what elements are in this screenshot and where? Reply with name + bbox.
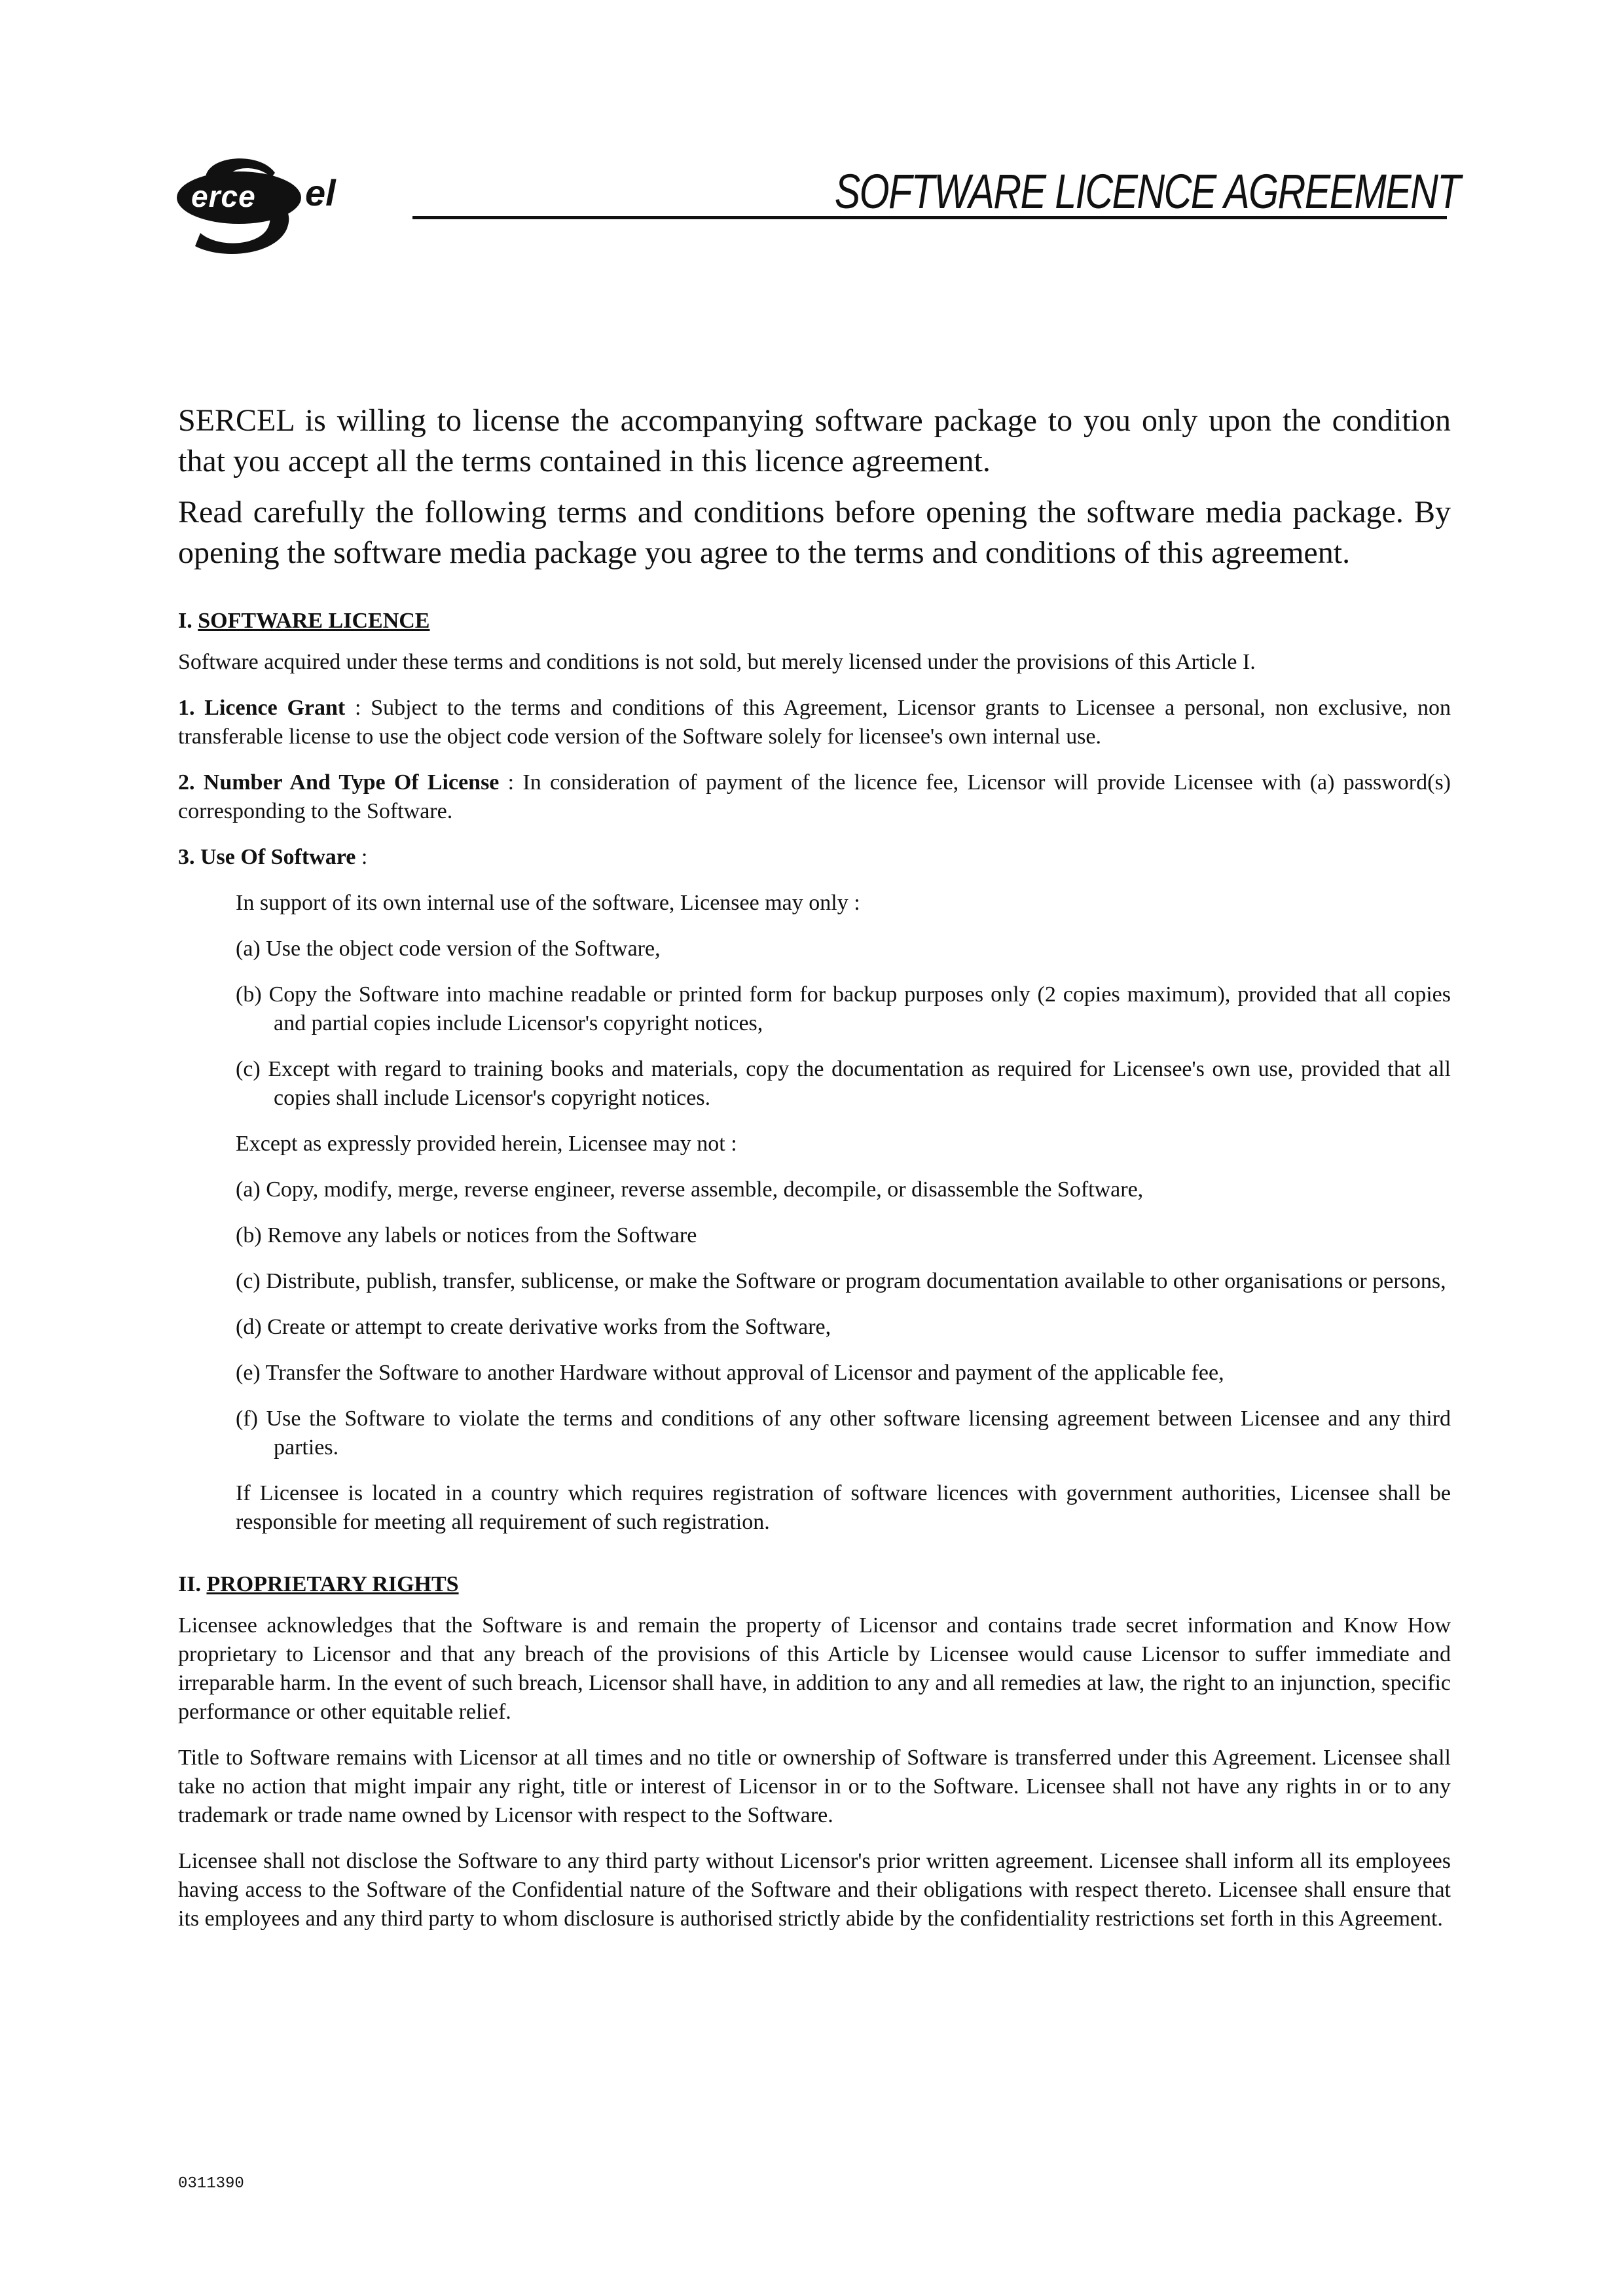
sercel-logo (177, 151, 412, 255)
clause-text: : In consideration of payment of the licence fee, Licensor will provide Licensee with (a) password(s) corresponding to the Software. (178, 770, 1451, 823)
number-type-paragraph (178, 768, 1451, 826)
list-item: (a) Use the object code version of the Software, (236, 937, 661, 961)
list-item: (e) Transfer the Software to another Hardware without approval of Licensor and payment of the applicable fee, (236, 1361, 1224, 1385)
document-code: 0311390 (178, 2175, 244, 2193)
list-item: (a) Copy, modify, merge, reverse engineer, reverse assemble, decompile, or disassemble the Software, (236, 1177, 1144, 1202)
document-title: SOFTWARE LICENCE AGREEMENT (834, 164, 1460, 219)
clause-label: 2. Number And Type Of License (178, 770, 500, 795)
clause-text: : (356, 845, 368, 869)
paragraph: Title to Software remains with Licensor at all times and no title or ownership of Software is transferred under this Agreement. Licensee shall take no action that might impair any right, title or interest of Licensor in or to the Software. Licensee shall not have any rights in or to any trademark or trade name owned by Licensor with respect to the Software. (178, 1746, 1451, 1827)
section-number: II. (178, 1572, 201, 1596)
list-intro: In support of its own internal use of the software, Licensee may only : (236, 891, 860, 915)
licence-grant-paragraph (178, 694, 1451, 751)
paragraph: Licensee acknowledges that the Software is and remain the property of Licensor and contains trade secret information and Know How proprietary to Licensor and that any breach of the provisions of this Article by Licensee would cause Licensor to suffer immediate and irreparable harm. In the event of such breach, Licensor shall have, in addition to any and all remedies at law, the right to an injunction, specific performance or other equitable relief. (178, 1613, 1451, 1724)
list-intro: Except as expressly provided herein, Licensee may not : (236, 1132, 737, 1156)
svg-text:erce: erce (191, 179, 256, 213)
list-item: (b) Copy the Software into machine readable or printed form for backup purposes only (2 copies maximum), provided that all copies and partial copies include Licensor's copyright notices, (236, 982, 1451, 1035)
list-item: (d) Create or attempt to create derivative works from the Software, (236, 1315, 831, 1339)
clause-label: 1. Licence Grant (178, 696, 346, 720)
intro-paragraph: SERCEL is willing to license the accompanying software package to you only upon the condition that you accept all the terms contained in this licence agreement. (178, 403, 1451, 478)
list-item: (c) Distribute, publish, transfer, sublicense, or make the Software or program documentation available to other organisations or persons, (236, 1269, 1446, 1293)
list-item: (c) Except with regard to training books and materials, copy the documentation as required for Licensee's own use, provided that all copies shall include Licensor's copyright notices. (236, 1057, 1451, 1110)
section-title: PROPRIETARY RIGHTS (206, 1572, 459, 1596)
document-header (177, 151, 1460, 255)
list-item: (b) Remove any labels or notices from the Software (236, 1223, 697, 1247)
paragraph: Software acquired under these terms and conditions is not sold, but merely licensed under the provisions of this Article I. (178, 650, 1256, 674)
section-number: I. (178, 609, 192, 633)
intro-paragraph: Read carefully the following terms and conditions before opening the software media package. By opening the software media package you agree to the terms and conditions of this agreement. (178, 495, 1451, 570)
registration-paragraph: If Licensee is located in a country which requires registration of software licences with government authorities, Licensee shall be responsible for meeting all requirement of such registration. (236, 1481, 1451, 1534)
section-heading-software-licence (178, 609, 1451, 634)
section-heading-proprietary-rights (178, 1572, 1451, 1597)
clause-text: : Subject to the terms and conditions of this Agreement, Licensor grants to Licensee a personal, non exclusive, non transferable license to use the object code version of the Software solely for licensee's own internal use. (178, 696, 1451, 749)
paragraph: Licensee shall not disclose the Software to any third party without Licensor's prior written agreement. Licensee shall inform all its employees having access to the Software of the Confidential nature of the Software and their obligations with respect thereto. Licensee shall ensure that its employees and any third party to whom disclosure is authorised strictly abide by the confidentiality restrictions set forth in this Agreement. (178, 1849, 1451, 1931)
svg-text:el: el (305, 172, 336, 213)
document-body (178, 401, 1451, 1950)
clause-label: 3. Use Of Software (178, 845, 356, 869)
list-item: (f) Use the Software to violate the terms and conditions of any other software licensing agreement between Licensee and any third parties. (236, 1407, 1451, 1460)
use-of-software-heading (178, 843, 1451, 872)
section-title: SOFTWARE LICENCE (198, 609, 430, 633)
